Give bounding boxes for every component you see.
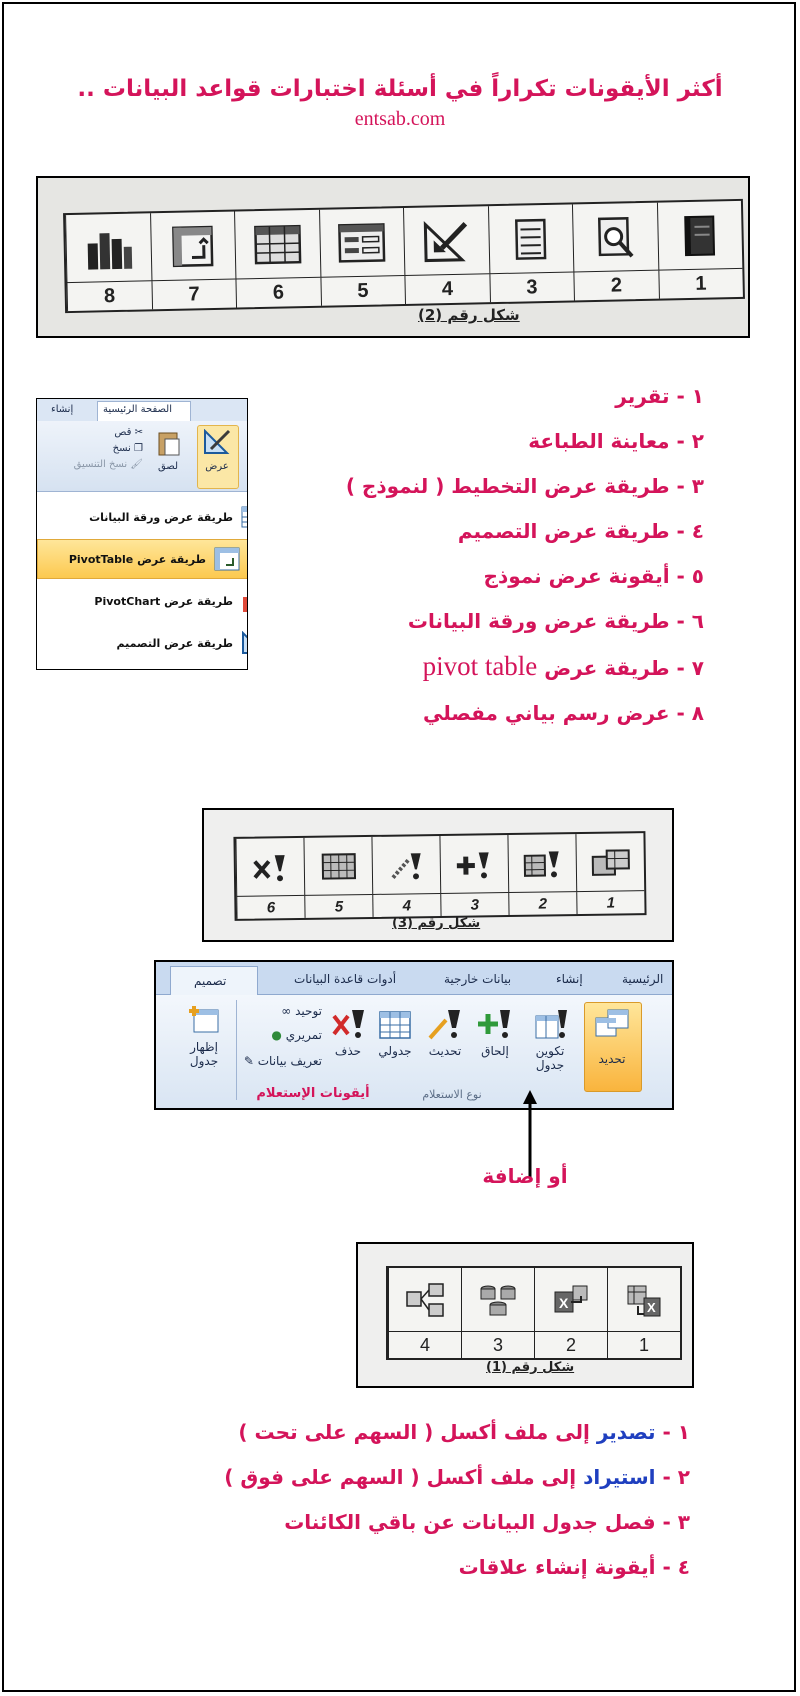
figure-2-caption: شكل رقم (2) (418, 306, 520, 324)
figure-2-number: 5 (320, 276, 405, 306)
list-item-number: ١ - (662, 1420, 690, 1444)
list-item: ١ - تقرير (615, 384, 704, 408)
figure-1-number: 3 (461, 1332, 534, 1358)
crosstab-query-icon (303, 837, 372, 896)
list-item: ٥ - أيقونة عرض نموذج (483, 564, 704, 588)
scissors-icon: ✂ (134, 427, 143, 438)
list-item-text: فصل جدول البيانات عن باقي الكائنات (284, 1510, 656, 1534)
show-table-icon (188, 1002, 222, 1036)
make-table-query-icon (507, 834, 576, 893)
chart-icon (65, 213, 151, 283)
select-query-icon (594, 1008, 630, 1040)
cut-button[interactable] (99, 427, 143, 438)
tab-home-label: الصفحة الرئيسية (103, 404, 172, 415)
view-menu-screenshot (36, 398, 248, 670)
format-painter-button[interactable] (41, 459, 143, 470)
export-excel-icon (607, 1268, 680, 1332)
crosstab-query-icon (378, 1008, 412, 1040)
figure-2-table (63, 199, 745, 313)
chart-icon (241, 589, 248, 613)
copy-button[interactable] (99, 443, 143, 454)
tab-home[interactable]: الرئيسية (622, 972, 664, 986)
list-item-number: ٢ - (662, 1465, 690, 1489)
list-item-keyword: استيراد (583, 1465, 656, 1489)
figure-3-table (233, 831, 646, 921)
list-item (130, 1455, 690, 1500)
list-item: ٦ - طريقة عرض ورقة البيانات (407, 609, 704, 633)
brush-icon: 🖌 (130, 459, 143, 470)
menu-item-pivottable-view[interactable] (37, 539, 248, 579)
select-query-label: تحديد (598, 1052, 626, 1066)
svg-text:X: X (647, 1299, 656, 1315)
select-query-icon (575, 833, 644, 892)
tab-create[interactable]: إنشاء (556, 972, 583, 986)
figure-1-number: 4 (388, 1332, 461, 1358)
relationships-icon (388, 1268, 461, 1332)
figure-2-number: 3 (489, 272, 574, 302)
design-view-icon (203, 429, 231, 455)
pass-through-label: تمريري (285, 1028, 322, 1042)
list-item: ٢ - معاينة الطباعة (528, 429, 704, 453)
group-icons-label: أيقونات الإستعلام (256, 1086, 370, 1101)
figure-2-photo (36, 176, 750, 338)
datasheet-icon (234, 210, 320, 280)
data-definition-label: تعريف بيانات (257, 1054, 322, 1068)
pivot-table-icon (150, 212, 236, 282)
figure-3-number: 3 (440, 893, 508, 916)
list-item (130, 1410, 690, 1455)
figure-3-caption: شكل رقم (3) (392, 916, 481, 931)
figure-3-number: 5 (304, 895, 372, 918)
copy-label: نسخ (112, 443, 131, 454)
figure-1-photo (356, 1242, 694, 1388)
data-definition-button[interactable] (230, 1054, 322, 1068)
list-item (254, 644, 704, 691)
figure-1-caption: شكل رقم (1) (486, 1360, 575, 1375)
format-painter-label: نسخ التنسيق (73, 459, 128, 470)
union-button[interactable] (242, 1004, 322, 1018)
tab-design-label: تصميم (194, 974, 227, 988)
append-query-button[interactable]: إلحاق (481, 1044, 509, 1058)
site-url: entsab.com (354, 108, 446, 130)
datasheet-icon (241, 506, 248, 528)
split-database-icon (461, 1268, 534, 1332)
list-item: ٨ - عرض رسم بياني مفصلي (422, 701, 704, 725)
layout-view-icon (487, 204, 573, 274)
figure-2-number: 2 (573, 271, 658, 301)
design-view-icon (241, 631, 248, 655)
append-query-icon (439, 835, 508, 894)
tab-create[interactable]: إنشاء (51, 404, 74, 415)
figure-3-number: 4 (372, 894, 440, 917)
icon-list-2 (130, 1410, 690, 1590)
paste-button-label: لصق (157, 461, 179, 472)
report-icon (656, 201, 742, 271)
globe-icon: ● (271, 1028, 282, 1042)
update-query-button[interactable]: تحديث (428, 1044, 462, 1058)
data-definition-icon: ✎ (243, 1054, 254, 1068)
union-icon: ∞ (281, 1004, 292, 1018)
menu-item-design-view[interactable] (41, 623, 248, 663)
page-title: أكثر الأيقونات تكراراً في أسئلة اختبارات قواعد البيانات .. (77, 76, 723, 102)
arrow-note: أو إضافة (482, 1164, 568, 1188)
list-item: ٤ - طريقة عرض التصميم (457, 519, 704, 543)
list-item-latin: pivot table (422, 651, 538, 681)
figure-3-number: 1 (576, 891, 644, 914)
make-table-query-button[interactable]: تكوين جدول (535, 1044, 565, 1072)
list-item-text: أيقونة إنشاء علاقات (458, 1555, 656, 1579)
show-table-button[interactable]: إظهار جدول (189, 1040, 219, 1068)
group-divider (236, 1000, 237, 1100)
menu-item-label: طريقة عرض PivotTable (68, 552, 206, 566)
union-label: توحيد (295, 1004, 322, 1018)
list-item: ٣ - طريقة عرض التخطيط ( لنموذج ) (345, 474, 704, 498)
figure-1-table (386, 1266, 682, 1360)
update-query-icon (371, 836, 440, 895)
figure-2-number: 7 (151, 280, 236, 310)
menu-item-label: طريقة عرض PivotChart (94, 594, 233, 608)
menu-item-datasheet-view[interactable] (41, 497, 248, 537)
menu-item-label: طريقة عرض ورقة البيانات (89, 510, 233, 524)
form-icon (319, 208, 405, 278)
query-ribbon-screenshot (154, 960, 674, 1110)
figure-2-number: 1 (658, 269, 743, 299)
pivot-table-icon (214, 547, 240, 571)
figure-2-number: 6 (235, 278, 320, 308)
figure-1-number: 2 (534, 1332, 607, 1358)
copy-icon: ❐ (134, 443, 143, 454)
figure-3-number: 6 (236, 896, 304, 919)
list-item-text: إلى ملف أكسل ( السهم على فوق ) (224, 1465, 577, 1489)
list-item-number: ٣ - (662, 1510, 690, 1534)
cut-label: قص (114, 427, 132, 438)
list-item (130, 1500, 690, 1545)
list-item-text: إلى ملف أكسل ( السهم على تحت ) (238, 1420, 590, 1444)
list-item-text: ٧ - طريقة عرض (544, 656, 704, 680)
crosstab-query-button[interactable]: جدولي (378, 1044, 412, 1058)
delete-query-icon (235, 838, 304, 897)
menu-item-label: طريقة عرض التصميم (116, 636, 233, 650)
icon-list-1 (254, 374, 704, 736)
import-excel-icon (534, 1268, 607, 1332)
list-item-keyword: تصدير (596, 1420, 656, 1444)
figure-3-photo (202, 808, 674, 942)
update-query-icon (428, 1008, 462, 1040)
menu-item-pivotchart-view[interactable] (41, 581, 248, 621)
paste-icon (157, 429, 181, 457)
svg-text:X: X (559, 1294, 569, 1311)
delete-query-button[interactable]: حذف (334, 1044, 362, 1058)
delete-query-icon (332, 1008, 366, 1040)
make-table-query-icon (534, 1008, 568, 1040)
print-preview-icon (572, 203, 658, 273)
design-view-icon (403, 206, 489, 276)
list-item-number: ٤ - (662, 1555, 690, 1579)
figure-2-number: 8 (66, 281, 151, 311)
tab-external-data[interactable]: بيانات خارجية (444, 972, 512, 986)
group-query-type-label: نوع الاستعلام (422, 1088, 482, 1101)
tab-database-tools[interactable]: أدوات قاعدة البيانات (294, 972, 397, 986)
figure-3-number: 2 (508, 892, 576, 915)
append-query-icon (478, 1008, 512, 1040)
figure-1-number: 1 (607, 1332, 680, 1358)
pass-through-button[interactable] (242, 1028, 322, 1042)
list-item (130, 1545, 690, 1590)
view-button-label: عرض (205, 461, 229, 472)
figure-2-number: 4 (404, 274, 489, 304)
